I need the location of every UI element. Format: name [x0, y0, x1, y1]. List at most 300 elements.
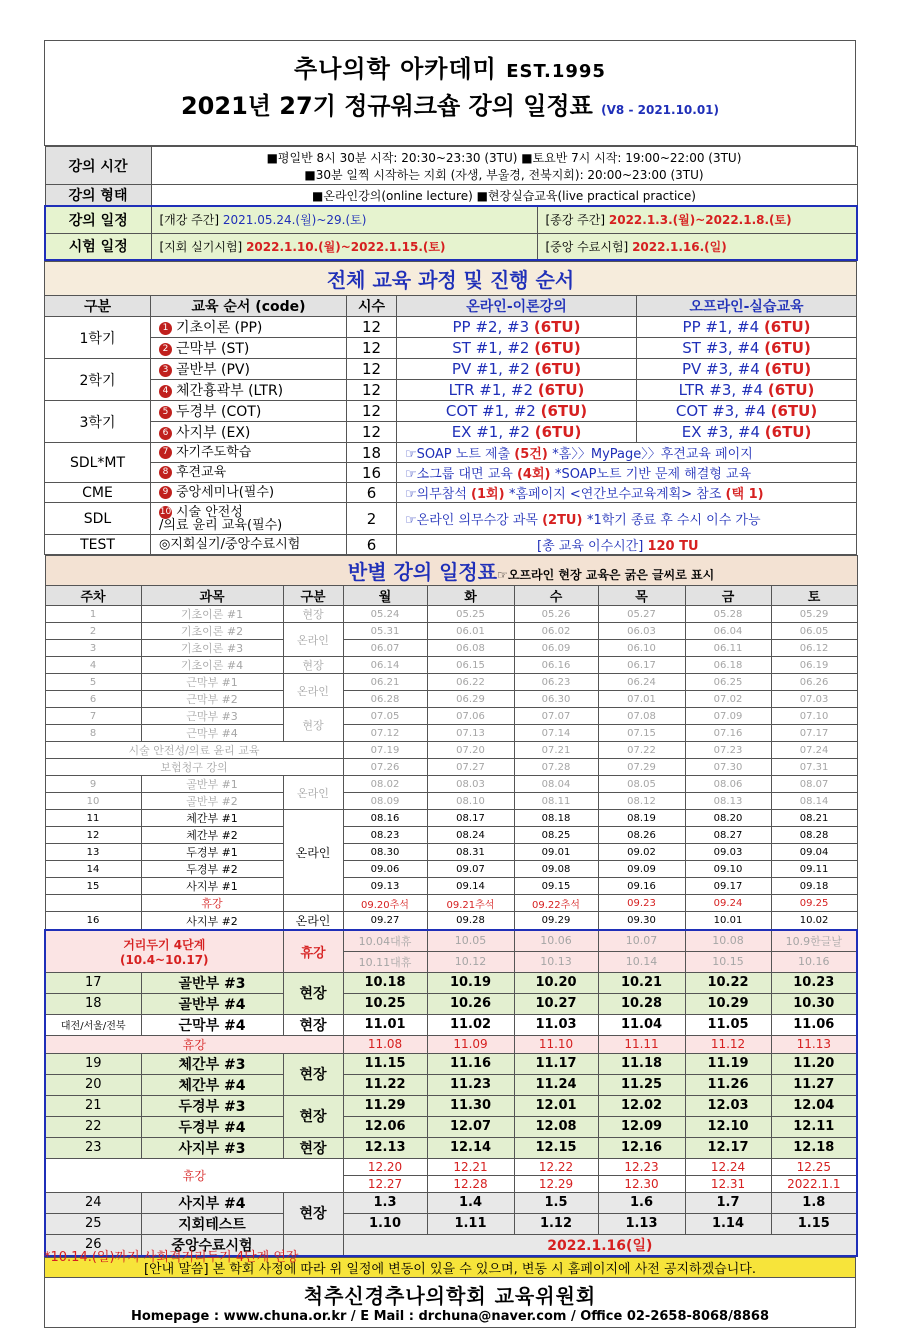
date-cell: 06.03 [598, 623, 685, 640]
distance-label: 거리두기 4단계 (10.4~10.17) [45, 930, 283, 972]
course-hours: 12 [347, 380, 397, 401]
schedule-row [45, 691, 857, 708]
schedule-col-header: 수 [514, 586, 598, 606]
course-row [45, 483, 857, 503]
offline-course: COT #3, #4 (6TU) [637, 401, 857, 422]
date-cell: 11.01 [343, 1014, 427, 1035]
course-hours: 12 [347, 359, 397, 380]
course-row [45, 380, 857, 401]
schedule-row [45, 674, 857, 691]
type: 온라인 [283, 674, 343, 708]
online-course: ST #1, #2 (6TU) [397, 338, 637, 359]
date-cell: 1.11 [427, 1213, 514, 1234]
date-cell: 08.17 [427, 810, 514, 827]
date-cell: 06.22 [427, 674, 514, 691]
number-badge: 10 [159, 506, 172, 517]
class-schedule-table [44, 555, 858, 1257]
type: 현장 [283, 606, 343, 623]
date-cell: 12.08 [514, 1116, 598, 1137]
date-cell: 07.02 [685, 691, 771, 708]
schedule-row-distance [45, 930, 857, 951]
schedule-row [45, 708, 857, 725]
semester-label: SDL*MT [45, 443, 151, 483]
subject: 근막부 #2 [141, 691, 283, 708]
week-number: 15 [45, 878, 141, 895]
schedule-row-live [45, 1053, 857, 1074]
sched-label: 강의 일정 [45, 206, 151, 233]
date-cell: 08.11 [514, 793, 598, 810]
date-cell: 06.10 [598, 640, 685, 657]
date-cell: 11.22 [343, 1074, 427, 1095]
date-cell: 10.12 [427, 951, 514, 972]
date-cell: 09.07 [427, 861, 514, 878]
time-value: ■평일반 8시 30분 시작: 20:30~23:30 (3TU) ■토요반 7시 시작: 19:00~22:00 (3TU) ■30분 일찍 시작하는 지회 (자생, 부울경, 전북지회): 20:00~23:00 (3TU) [151, 147, 857, 185]
week-number: 20 [45, 1074, 141, 1095]
date-cell: 1.12 [514, 1213, 598, 1234]
week-number: 9 [45, 776, 141, 793]
date-cell: 06.01 [427, 623, 514, 640]
date-cell: 09.30 [598, 912, 685, 931]
week-number: 2 [45, 623, 141, 640]
date-cell: 12.17 [685, 1137, 771, 1158]
date-cell: 11.06 [771, 1014, 857, 1035]
course-hours: 12 [347, 317, 397, 338]
date-cell: 10.06 [514, 930, 598, 951]
date-cell: 10.16 [771, 951, 857, 972]
rest-label: 휴강 [141, 895, 283, 912]
schedule-row [45, 657, 857, 674]
course-name: 8 후견교육 [151, 463, 347, 483]
date-cell: 09.22추석 [514, 895, 598, 912]
date-cell: 11.18 [598, 1053, 685, 1074]
schedule-col-header: 과목 [141, 586, 283, 606]
date-cell: 10.04대휴 [343, 930, 427, 951]
subject: 골반부 #1 [141, 776, 283, 793]
date-cell: 05.27 [598, 606, 685, 623]
date-cell: 10.18 [343, 972, 427, 993]
course-row [45, 503, 857, 535]
date-cell: 12.04 [771, 1095, 857, 1116]
subject: 근막부 #1 [141, 674, 283, 691]
sched-end: [종강 주간] 2022.1.3.(월)~2022.1.8.(토) [537, 206, 857, 233]
schedule-col-header: 토 [771, 586, 857, 606]
week-number: 1 [45, 606, 141, 623]
number-badge: 5 [159, 406, 172, 419]
date-cell: 11.24 [514, 1074, 598, 1095]
subject: 사지부 #3 [141, 1137, 283, 1158]
date-cell: 06.05 [771, 623, 857, 640]
date-cell: 11.02 [427, 1014, 514, 1035]
date-cell: 1.3 [343, 1192, 427, 1213]
schedule-row-live [45, 1095, 857, 1116]
course-hours: 12 [347, 401, 397, 422]
date-cell: 07.24 [771, 742, 857, 759]
date-cell: 06.29 [427, 691, 514, 708]
date-cell: 12.29 [514, 1175, 598, 1192]
col-header: 구분 [45, 296, 151, 317]
cell [45, 895, 141, 912]
version-label: (V8 - 2021.10.01) [601, 103, 720, 117]
week-number: 21 [45, 1095, 141, 1116]
date-cell: 10.30 [771, 993, 857, 1014]
subject: 체간부 #4 [141, 1074, 283, 1095]
date-cell: 08.19 [598, 810, 685, 827]
course-hours: 6 [347, 483, 397, 503]
date-cell: 10.20 [514, 972, 598, 993]
date-cell: 08.20 [685, 810, 771, 827]
date-cell: 05.29 [771, 606, 857, 623]
date-cell: 09.15 [514, 878, 598, 895]
date-cell: 12.23 [598, 1158, 685, 1175]
schedule-row [45, 742, 857, 759]
course-desc: ☞소그룹 대면 교육 (4회) *SOAP노트 기반 문제 해결형 교육 [397, 463, 857, 483]
offline-course: ST #3, #4 (6TU) [637, 338, 857, 359]
footer-org: 척추신경추나의학회 교육위원회 [303, 1284, 597, 1308]
offline-course: PV #3, #4 (6TU) [637, 359, 857, 380]
schedule-row-live [45, 1116, 857, 1137]
date-cell: 10.27 [514, 993, 598, 1014]
date-cell: 06.25 [685, 674, 771, 691]
subject: 체간부 #3 [141, 1053, 283, 1074]
date-cell: 07.10 [771, 708, 857, 725]
schedule-row [45, 810, 857, 827]
number-badge: 1 [159, 322, 172, 335]
type: 온라인 [283, 623, 343, 657]
course-hours: 18 [347, 443, 397, 463]
exam-central: [중앙 수료시험] 2022.1.16.(일) [537, 233, 857, 260]
info-table [44, 146, 858, 261]
date-cell: 11.25 [598, 1074, 685, 1095]
schedule-row [45, 844, 857, 861]
week-number: 16 [45, 912, 141, 931]
date-cell: 07.15 [598, 725, 685, 742]
date-cell: 12.06 [343, 1116, 427, 1137]
subject: 체간부 #2 [141, 827, 283, 844]
col-header: 오프라인-실습교육 [637, 296, 857, 317]
date-cell: 05.26 [514, 606, 598, 623]
offline-course: EX #3, #4 (6TU) [637, 422, 857, 443]
date-cell: 07.13 [427, 725, 514, 742]
date-cell: 05.28 [685, 606, 771, 623]
date-cell: 09.28 [427, 912, 514, 931]
document-header [44, 40, 856, 146]
course-name: 4 체간흉곽부 (LTR) [151, 380, 347, 401]
online-course: PP #2, #3 (6TU) [397, 317, 637, 338]
date-cell: 1.7 [685, 1192, 771, 1213]
course-desc: [총 교육 이수시간] 120 TU [397, 535, 857, 555]
date-cell: 12.24 [685, 1158, 771, 1175]
date-cell: 06.09 [514, 640, 598, 657]
date-cell: 11.08 [343, 1035, 427, 1053]
online-course: PV #1, #2 (6TU) [397, 359, 637, 380]
date-cell: 06.30 [514, 691, 598, 708]
date-cell: 11.19 [685, 1053, 771, 1074]
course-row [45, 535, 857, 555]
date-cell: 10.11대휴 [343, 951, 427, 972]
date-cell: 08.26 [598, 827, 685, 844]
date-cell: 08.13 [685, 793, 771, 810]
date-cell: 12.21 [427, 1158, 514, 1175]
course-name: 10 시술 안전성 /의료 윤리 교육(필수) [151, 503, 347, 535]
schedule-row [45, 912, 857, 931]
date-cell: 06.18 [685, 657, 771, 674]
date-cell: 07.27 [427, 759, 514, 776]
date-cell: 08.09 [343, 793, 427, 810]
type: 현장 [283, 972, 343, 1014]
subject: 체간부 #1 [141, 810, 283, 827]
course-row [45, 422, 857, 443]
week-number: 23 [45, 1137, 141, 1158]
subject: 골반부 #2 [141, 793, 283, 810]
course-name: 7 자기주도학습 [151, 443, 347, 463]
week-number: 17 [45, 972, 141, 993]
type: 온라인 [283, 776, 343, 810]
week-number: 대전/서울/전북 [45, 1014, 141, 1035]
date-cell: 10.02 [771, 912, 857, 931]
semester-label: CME [45, 483, 151, 503]
course-hours: 2 [347, 503, 397, 535]
date-cell: 07.03 [771, 691, 857, 708]
schedule-row-live [45, 1213, 857, 1234]
date-cell: 11.12 [685, 1035, 771, 1053]
date-cell: 08.05 [598, 776, 685, 793]
schedule-col-header: 월 [343, 586, 427, 606]
date-cell: 09.24 [685, 895, 771, 912]
schedule-title: 2021년 27기 정규워크숍 강의 일정표 (V8 - 2021.10.01) [180, 92, 720, 120]
type: 현장 [283, 1014, 343, 1035]
date-cell: 06.04 [685, 623, 771, 640]
course-name: ◎지회실기/중앙수료시험 [151, 535, 347, 555]
date-cell: 06.21 [343, 674, 427, 691]
schedule-row-live [45, 972, 857, 993]
date-cell: 08.24 [427, 827, 514, 844]
date-cell: 09.02 [598, 844, 685, 861]
col-header: 시수 [347, 296, 397, 317]
date-cell: 1.15 [771, 1213, 857, 1234]
type: 온라인 [283, 810, 343, 895]
date-cell: 10.19 [427, 972, 514, 993]
date-cell: 07.29 [598, 759, 685, 776]
date-cell: 10.23 [771, 972, 857, 993]
date-cell: 1.10 [343, 1213, 427, 1234]
schedule-row-live [45, 993, 857, 1014]
rest-label: 휴강 [45, 1035, 343, 1053]
date-cell: 10.08 [685, 930, 771, 951]
date-cell: 08.16 [343, 810, 427, 827]
date-cell: 12.22 [514, 1158, 598, 1175]
date-cell: 12.10 [685, 1116, 771, 1137]
week-number: 6 [45, 691, 141, 708]
schedule-row [45, 776, 857, 793]
date-cell: 09.21추석 [427, 895, 514, 912]
date-cell: 08.25 [514, 827, 598, 844]
date-cell: 05.25 [427, 606, 514, 623]
type: 현장 [283, 1192, 343, 1234]
date-cell: 12.03 [685, 1095, 771, 1116]
date-cell: 10.05 [427, 930, 514, 951]
date-cell: 09.20추석 [343, 895, 427, 912]
offline-course: PP #1, #4 (6TU) [637, 317, 857, 338]
type: 현장 [283, 708, 343, 742]
week-number: 18 [45, 993, 141, 1014]
course-hours: 12 [347, 338, 397, 359]
date-cell: 07.22 [598, 742, 685, 759]
course-table [44, 261, 857, 555]
schedule-row [45, 640, 857, 657]
subject: 사지부 #1 [141, 878, 283, 895]
date-cell: 09.10 [685, 861, 771, 878]
offline-course: LTR #3, #4 (6TU) [637, 380, 857, 401]
sched-start: [개강 주간] 2021.05.24.(월)~29.(토) [151, 206, 537, 233]
date-cell: 09.03 [685, 844, 771, 861]
date-cell: 09.09 [598, 861, 685, 878]
week-number: 14 [45, 861, 141, 878]
schedule-row [45, 793, 857, 810]
form-value: ■온라인강의(online lecture) ■현장실습교육(live practical practice) [151, 185, 857, 207]
type: 현장 [283, 1137, 343, 1158]
date-cell: 10.28 [598, 993, 685, 1014]
schedule-row-rest [45, 895, 857, 912]
date-cell: 06.02 [514, 623, 598, 640]
cell [283, 895, 343, 912]
date-cell: 06.12 [771, 640, 857, 657]
date-cell: 12.28 [427, 1175, 514, 1192]
date-cell: 06.19 [771, 657, 857, 674]
exam-branch: [지회 실기시험] 2022.1.10.(월)~2022.1.15.(토) [151, 233, 537, 260]
date-cell: 08.30 [343, 844, 427, 861]
week-number: 10 [45, 793, 141, 810]
date-cell: 1.5 [514, 1192, 598, 1213]
date-cell: 11.11 [598, 1035, 685, 1053]
schedule-col-header: 주차 [45, 586, 141, 606]
date-cell: 08.03 [427, 776, 514, 793]
number-badge: 6 [159, 427, 172, 440]
subject: 근막부 #4 [141, 1014, 283, 1035]
subject: 근막부 #3 [141, 708, 283, 725]
type: 현장 [283, 1053, 343, 1095]
col-header: 온라인-이론강의 [397, 296, 637, 317]
date-cell: 06.17 [598, 657, 685, 674]
date-cell: 09.04 [771, 844, 857, 861]
footer [45, 1277, 856, 1327]
semester-label: 2학기 [45, 359, 151, 401]
schedule-col-header: 구분 [283, 586, 343, 606]
course-name: 9 중앙세미나(필수) [151, 483, 347, 503]
date-cell: 12.07 [427, 1116, 514, 1137]
date-cell: 09.08 [514, 861, 598, 878]
date-cell: 07.28 [514, 759, 598, 776]
course-row [45, 463, 857, 483]
date-cell: 09.27 [343, 912, 427, 931]
date-cell: 12.13 [343, 1137, 427, 1158]
date-cell: 09.01 [514, 844, 598, 861]
subject: 두경부 #2 [141, 861, 283, 878]
date-cell: 10.21 [598, 972, 685, 993]
number-badge: 7 [159, 446, 172, 459]
subject: 골반부 #3 [141, 972, 283, 993]
date-cell: 11.26 [685, 1074, 771, 1095]
semester-label: TEST [45, 535, 151, 555]
week-number: 26 [45, 1234, 141, 1256]
week-number: 12 [45, 827, 141, 844]
date-cell: 11.20 [771, 1053, 857, 1074]
type: 휴강 [283, 930, 343, 972]
date-cell: 11.10 [514, 1035, 598, 1053]
date-cell: 06.15 [427, 657, 514, 674]
date-cell: 09.29 [514, 912, 598, 931]
date-cell: 09.06 [343, 861, 427, 878]
date-cell: 06.14 [343, 657, 427, 674]
date-cell: 09.13 [343, 878, 427, 895]
course-desc: ☞SOAP 노트 제출 (5건) *홈〉〉MyPage〉〉후견교육 페이지 [397, 443, 857, 463]
schedule-row [45, 725, 857, 742]
online-course: COT #1, #2 (6TU) [397, 401, 637, 422]
date-cell: 12.15 [514, 1137, 598, 1158]
date-cell: 11.30 [427, 1095, 514, 1116]
date-cell: 10.29 [685, 993, 771, 1014]
schedule-col-header: 금 [685, 586, 771, 606]
date-cell: 06.11 [685, 640, 771, 657]
schedule-row-live [45, 1074, 857, 1095]
date-cell: 10.01 [685, 912, 771, 931]
course-row [45, 401, 857, 422]
col-header: 교육 순서 (code) [151, 296, 347, 317]
date-cell: 10.22 [685, 972, 771, 993]
date-cell: 12.31 [685, 1175, 771, 1192]
date-cell: 07.23 [685, 742, 771, 759]
course-row [45, 317, 857, 338]
week-number: 19 [45, 1053, 141, 1074]
date-cell: 08.04 [514, 776, 598, 793]
date-cell: 11.13 [771, 1035, 857, 1053]
week-number: 4 [45, 657, 141, 674]
semester-label: SDL [45, 503, 151, 535]
course-row [45, 359, 857, 380]
ethics-label: 보험청구 강의 [45, 759, 343, 776]
date-cell: 11.05 [685, 1014, 771, 1035]
number-badge: 8 [159, 466, 172, 479]
schedule-row-live [45, 1014, 857, 1035]
online-course: EX #1, #2 (6TU) [397, 422, 637, 443]
semester-label: 1학기 [45, 317, 151, 359]
date-cell: 12.20 [343, 1158, 427, 1175]
type: 현장 [283, 1095, 343, 1137]
subject: 두경부 #4 [141, 1116, 283, 1137]
date-cell: 07.09 [685, 708, 771, 725]
schedule-row [45, 827, 857, 844]
end-note: *10.14.(일)까지 사회적거리두기 4단계 연장 [44, 1250, 299, 1265]
date-cell: 06.16 [514, 657, 598, 674]
subject: 골반부 #4 [141, 993, 283, 1014]
schedule-section-title: 반별 강의 일정표☞오프라인 현장 교육은 굵은 글씨로 표시 [45, 556, 857, 586]
date-cell: 1.13 [598, 1213, 685, 1234]
date-cell: 2022.1.1 [771, 1175, 857, 1192]
date-cell: 06.23 [514, 674, 598, 691]
ethics-label: 시술 안전성/의료 윤리 교육 [45, 742, 343, 759]
date-cell: 11.03 [514, 1014, 598, 1035]
date-cell: 12.02 [598, 1095, 685, 1116]
time-label: 강의 시간 [45, 147, 151, 185]
date-cell: 06.08 [427, 640, 514, 657]
date-cell: 07.12 [343, 725, 427, 742]
date-cell: 07.14 [514, 725, 598, 742]
course-section-title: 전체 교육 과정 및 진행 순서 [45, 262, 857, 296]
footer-contact: Homepage : www.chuna.or.kr / E Mail : drchuna@naver.com / Office 02-2658-8068/8868 [130, 1309, 770, 1324]
date-cell: 06.28 [343, 691, 427, 708]
date-cell: 09.25 [771, 895, 857, 912]
date-cell: 07.05 [343, 708, 427, 725]
course-name: 2 근막부 (ST) [151, 338, 347, 359]
